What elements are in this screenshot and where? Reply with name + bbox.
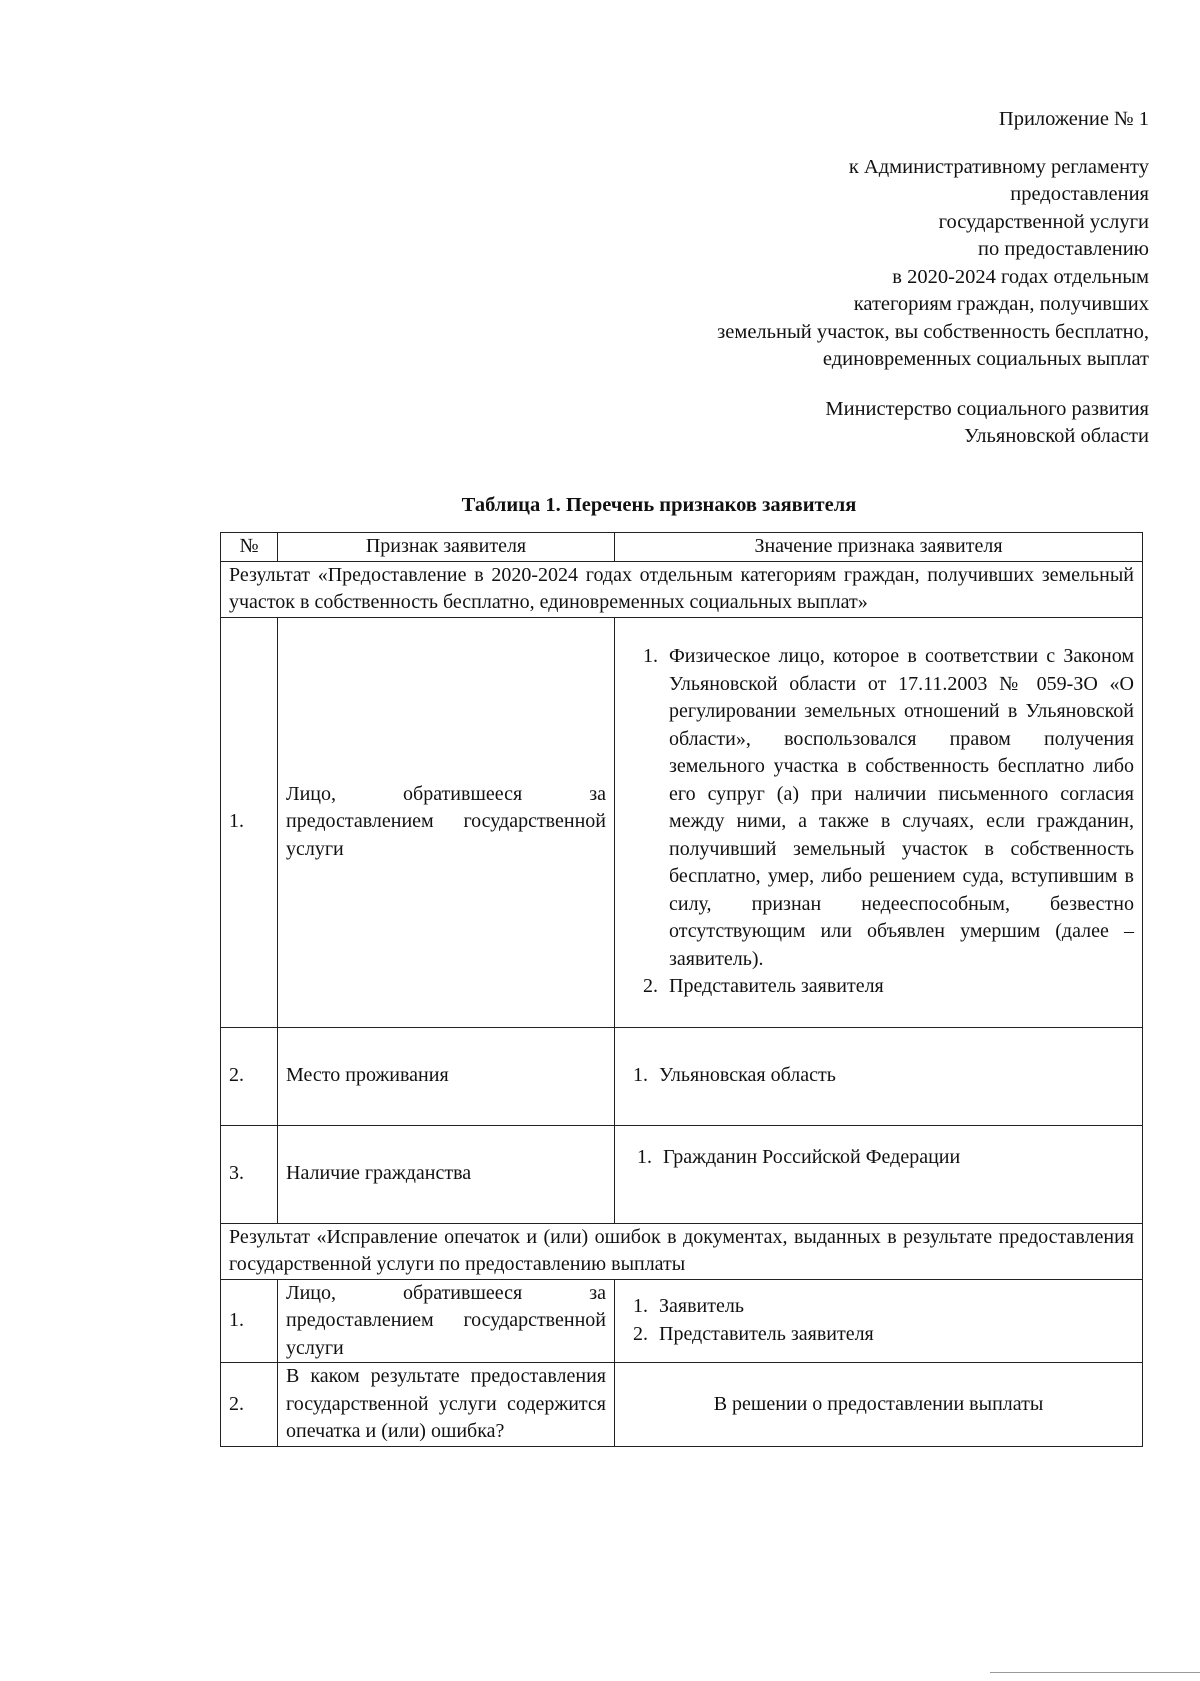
row-number: 2. bbox=[221, 1363, 278, 1447]
row-values bbox=[615, 1279, 1143, 1363]
regulation-line: по предоставлению bbox=[978, 238, 1149, 260]
regulation-line: в 2020-2024 годах отдельным bbox=[892, 265, 1149, 288]
value-item: 2. Представитель заявителя bbox=[663, 973, 1134, 1001]
document-header bbox=[449, 106, 1149, 451]
table-row bbox=[221, 617, 1143, 1027]
row-number: 3. bbox=[221, 1125, 278, 1223]
regulation-line: единовременных социальных выплат bbox=[822, 348, 1149, 370]
row-feature: В каком результате предоставления государственной услуги содержится опечатка и (или) ошибка? bbox=[278, 1363, 615, 1447]
value-item: 1. Физическое лицо, которое в соответствии с Законом Ульяновской области от 17.11.2003 № 059-ЗО «О регулировании земельных отношений в Ульяновской области», воспользовался правом получения земельного участка в собственность бесплатно либо его супруг (а) при наличии письменного согласия между ними, а также в случаях, если гражданин, получивший земельный участок в собственность бесплатно, умер, либо решением суда, вступившим в силу, признан недееспособным, безвестно отсутствующим или объявлен умершим (далее – заявитель). bbox=[663, 643, 1134, 973]
value-item: 2. Представитель заявителя bbox=[653, 1321, 1134, 1349]
column-header-feature: Признак заявителя bbox=[278, 533, 615, 562]
table-row bbox=[221, 1125, 1143, 1223]
ministry-line: Ульяновской области bbox=[964, 425, 1149, 447]
appendix-label: Приложение № 1 bbox=[998, 108, 1149, 130]
value-item: 1. Гражданин Российской Федерации bbox=[657, 1144, 1134, 1172]
table-header-row bbox=[221, 533, 1143, 562]
regulation-line: земельный участок, вы собственность бесплатно, bbox=[717, 320, 1149, 343]
footer-divider bbox=[990, 1672, 1200, 1673]
table-title: Таблица 1. Перечень признаков заявителя bbox=[461, 494, 857, 516]
applicant-features-table bbox=[220, 532, 1143, 1447]
table-row bbox=[221, 1027, 1143, 1125]
regulation-line: категориям граждан, получивших bbox=[853, 293, 1149, 315]
row-feature: Наличие гражданства bbox=[278, 1125, 615, 1223]
section-title: Результат «Предоставление в 2020-2024 годах отдельным категориям граждан, получивших земельный участок в собственность бесплатно, единовременных социальных выплат» bbox=[221, 561, 1143, 617]
row-feature: Место проживания bbox=[278, 1027, 615, 1125]
row-number: 1. bbox=[221, 617, 278, 1027]
row-feature: Лицо, обратившееся за предоставлением государственной услуги bbox=[278, 1279, 615, 1363]
section-row bbox=[221, 1223, 1143, 1279]
value-item: 1. Заявитель bbox=[653, 1293, 1134, 1321]
row-value-text: В решении о предоставлении выплаты bbox=[615, 1363, 1143, 1447]
column-header-number: № bbox=[221, 533, 278, 562]
row-values bbox=[615, 1027, 1143, 1125]
regulation-line: к Административному регламенту bbox=[848, 155, 1149, 178]
regulation-line: государственной услуги bbox=[938, 210, 1149, 233]
row-feature: Лицо, обратившееся за предоставлением государственной услуги bbox=[278, 617, 615, 1027]
row-number: 1. bbox=[221, 1279, 278, 1363]
column-header-value: Значение признака заявителя bbox=[615, 533, 1143, 562]
row-values bbox=[615, 1125, 1143, 1223]
table-row bbox=[221, 1279, 1143, 1363]
regulation-line: предоставления bbox=[1010, 183, 1149, 205]
ministry-line: Министерство социального развития bbox=[825, 397, 1149, 420]
value-item: 1. Ульяновская область bbox=[653, 1062, 1134, 1090]
row-number: 2. bbox=[221, 1027, 278, 1125]
section-row bbox=[221, 561, 1143, 617]
section-title: Результат «Исправление опечаток и (или) ошибок в документах, выданных в результате предоставления государственной услуги по предоставлению выплаты bbox=[221, 1223, 1143, 1279]
row-values bbox=[615, 617, 1143, 1027]
table-row bbox=[221, 1363, 1143, 1447]
